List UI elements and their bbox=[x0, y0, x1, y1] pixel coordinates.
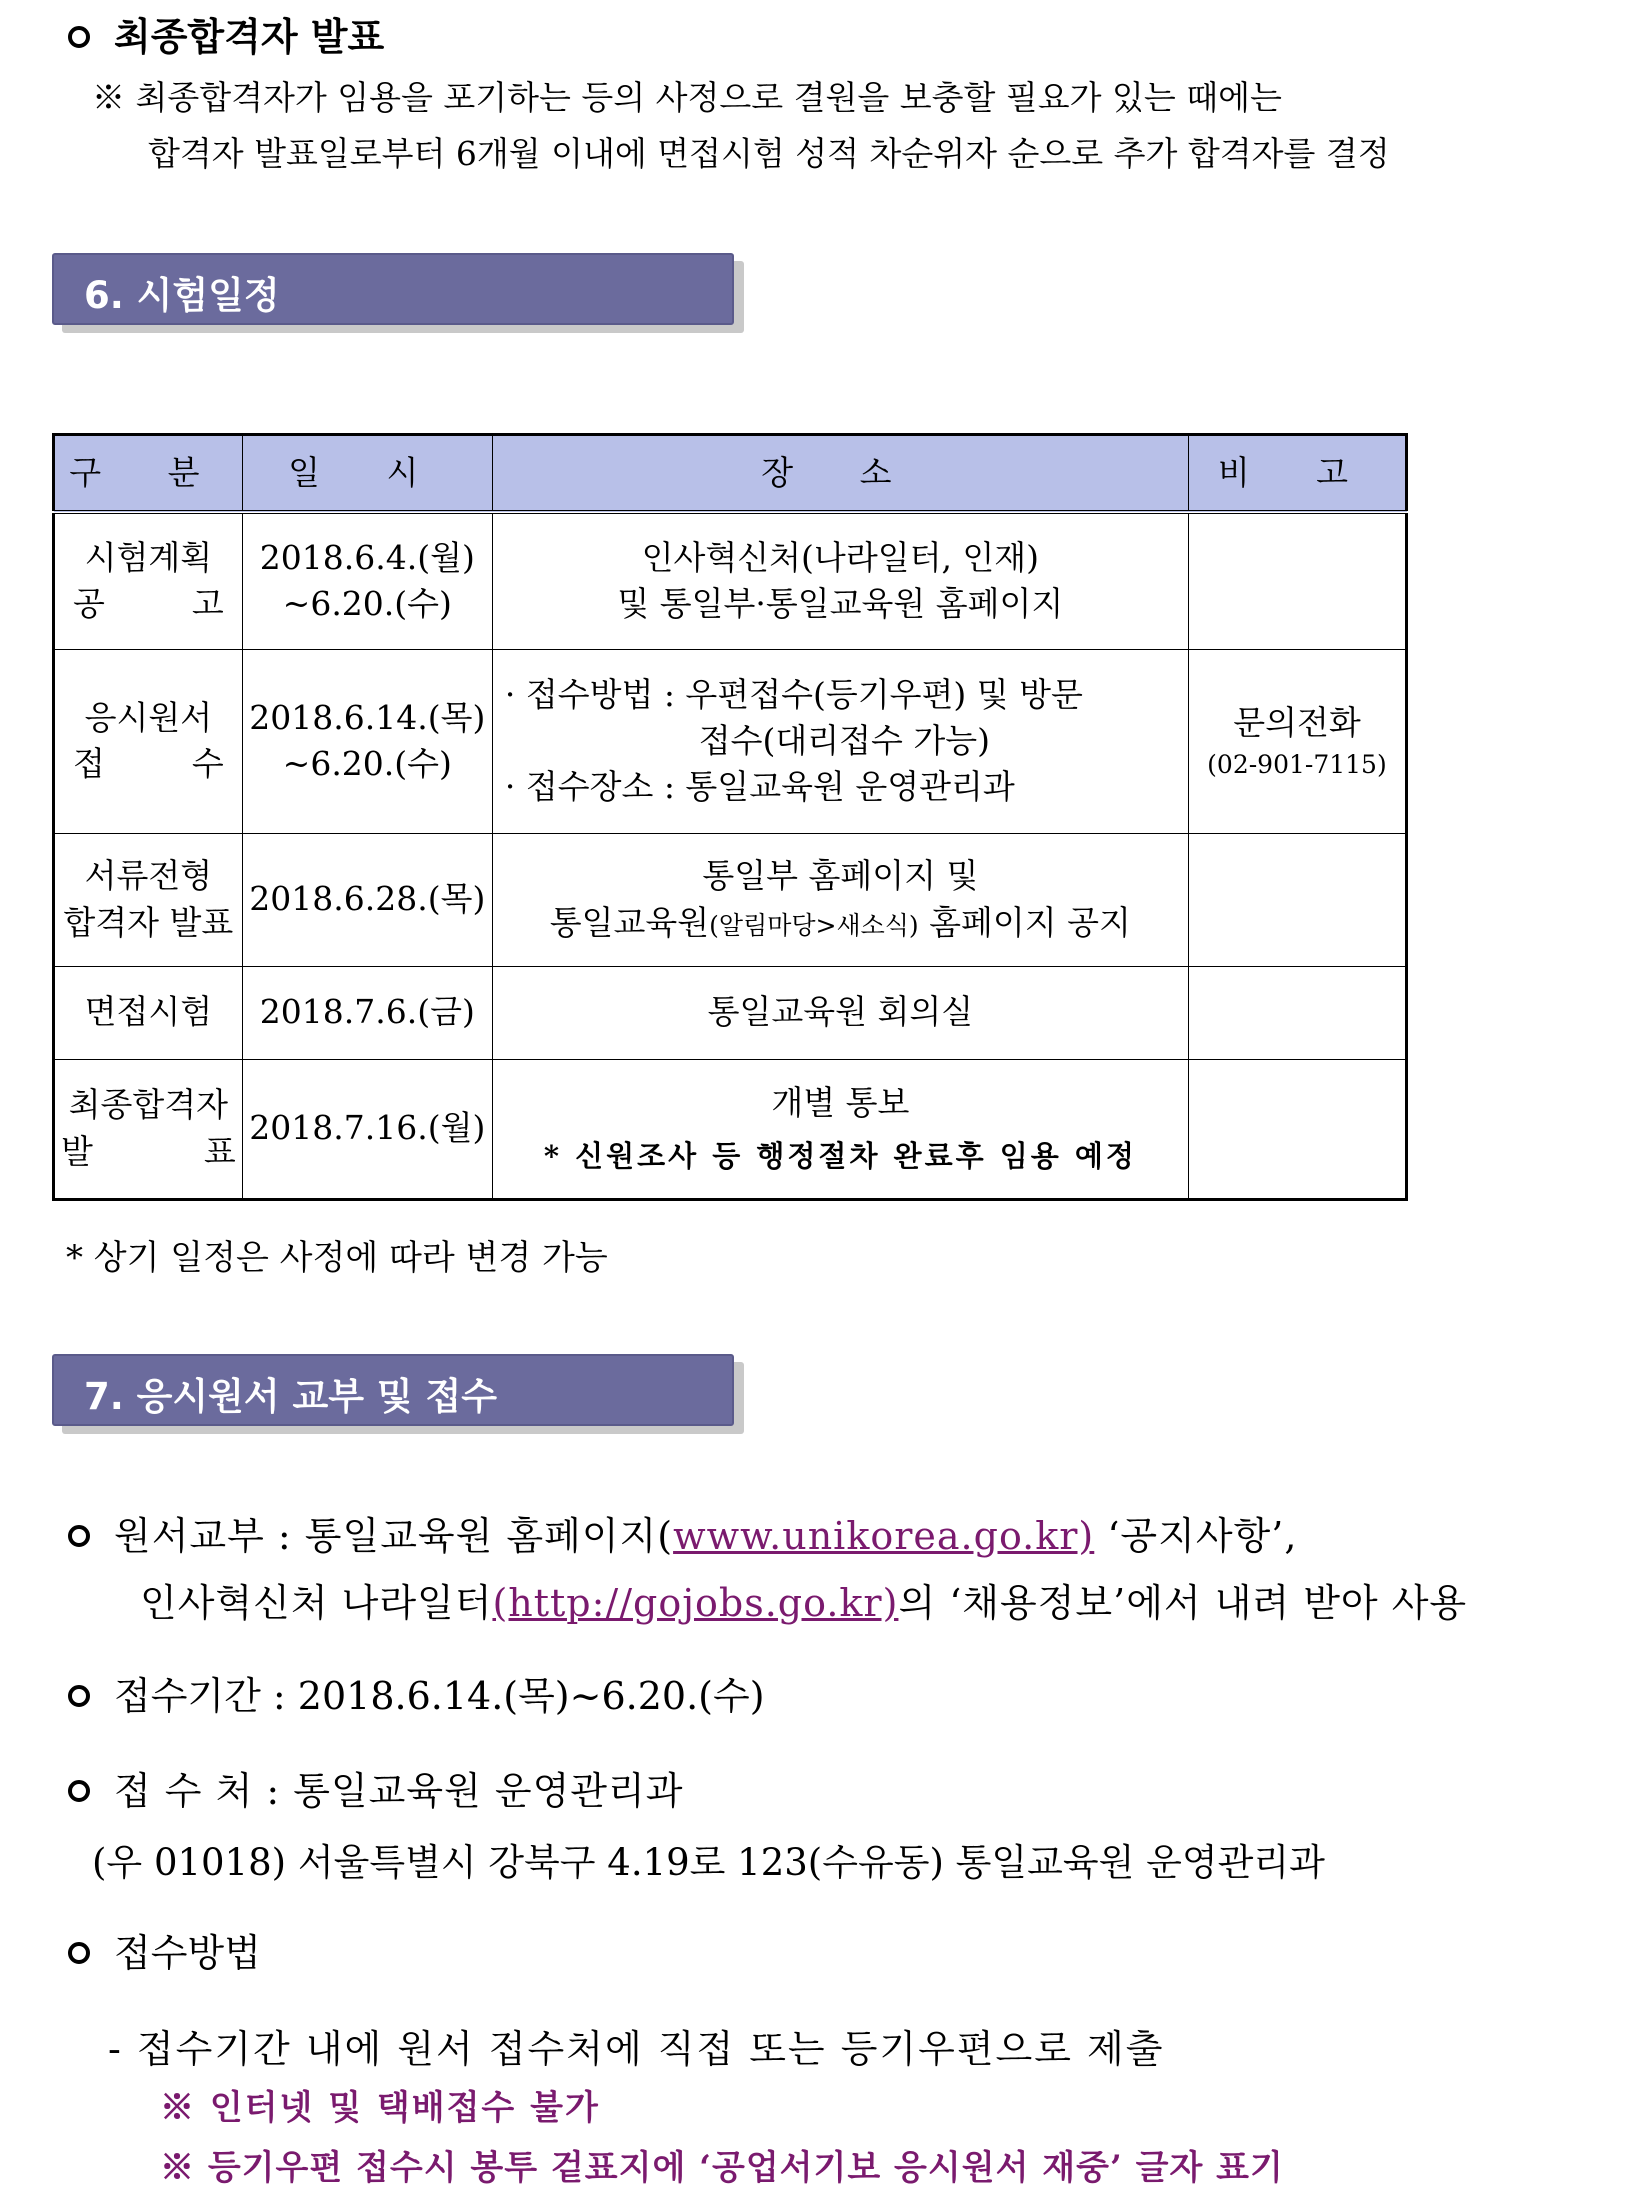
row5-place bbox=[492, 1059, 1188, 1199]
row3-date: 2018.6.28.(목) bbox=[242, 833, 492, 966]
row1-place bbox=[492, 512, 1188, 649]
apply-item-4-text: 접수방법 bbox=[114, 1931, 261, 1975]
row5-category-line2 bbox=[59, 1129, 238, 1175]
row2-note-2: (02-901-7115) bbox=[1207, 749, 1387, 779]
row5-category bbox=[54, 1059, 243, 1199]
row5-note bbox=[1188, 1059, 1406, 1199]
circle-bullet-icon bbox=[68, 1942, 90, 1964]
row4-date: 2018.7.6.(금) bbox=[242, 966, 492, 1059]
row2-date-2: ~6.20.(수) bbox=[282, 744, 452, 783]
circle-bullet-icon bbox=[68, 1685, 90, 1707]
row3-place bbox=[492, 833, 1188, 966]
circle-bullet-icon bbox=[68, 1525, 90, 1547]
table-row bbox=[54, 966, 1407, 1059]
row3-category-line2: 합격자 발표 bbox=[63, 902, 234, 942]
row2-note bbox=[1188, 649, 1406, 833]
apply-item-2 bbox=[68, 1665, 765, 1720]
unikorea-link[interactable]: www.unikorea.go.kr) bbox=[673, 1514, 1095, 1558]
apply-item-1-line2-suffix: 의 ‘채용정보’에서 내려 받아 사용 bbox=[898, 1581, 1468, 1625]
apply-item-4-note-2: ※ 등기우편 접수시 봉투 겉표지에 ‘공업서기보 응시원서 재중’ 글자 표기 bbox=[160, 2148, 1284, 2188]
row3-place-2c: 홈페이지 공지 bbox=[918, 902, 1131, 942]
row5-place-2: * 신원조사 등 행정절차 완료후 임용 예정 bbox=[543, 1139, 1137, 1174]
header-place: 장 소 bbox=[492, 435, 1188, 513]
row3-category-line1: 서류전형 bbox=[84, 856, 213, 896]
row3-category bbox=[54, 833, 243, 966]
row1-date-1: 2018.6.4.(월) bbox=[259, 538, 475, 578]
section-7-title: 7. 응시원서 교부 및 접수 bbox=[84, 1375, 498, 1418]
apply-item-1-line2 bbox=[140, 1572, 1467, 1627]
section-7-header bbox=[52, 1354, 734, 1426]
row2-place-3: · 접수장소 : 통일교육원 운영관리과 bbox=[504, 767, 1015, 807]
row5-place-1: 개별 통보 bbox=[771, 1083, 910, 1123]
row5-date: 2018.7.16.(월) bbox=[242, 1059, 492, 1199]
apply-item-1-text: 원서교부 : 통일교육원 홈페이지( bbox=[114, 1514, 674, 1558]
header-note: 비 고 bbox=[1188, 435, 1406, 513]
row2-place-2: 접수(대리접수 가능) bbox=[698, 720, 990, 760]
section-6-header bbox=[52, 253, 734, 325]
section-6-title: 6. 시험일정 bbox=[84, 274, 280, 317]
table-footnote: * 상기 일정은 사정에 따라 변경 가능 bbox=[66, 1238, 608, 1278]
row4-note bbox=[1188, 966, 1406, 1059]
row2-date-1: 2018.6.14.(목) bbox=[249, 697, 486, 737]
table-row bbox=[54, 649, 1407, 833]
final-announce-title: 최종합격자 발표 bbox=[114, 14, 385, 59]
row5-category-2b: 표 bbox=[203, 1131, 236, 1171]
row2-note-1: 문의전화 bbox=[1233, 703, 1361, 743]
apply-item-1 bbox=[68, 1505, 1297, 1560]
row1-category-line1: 시험계획 bbox=[84, 538, 213, 578]
apply-item-2-text: 접수기간 : 2018.6.14.(목)~6.20.(수) bbox=[114, 1674, 765, 1718]
row2-category-2a: 접 bbox=[73, 744, 105, 783]
row2-place-1: · 접수방법 : 우편접수(등기우편) 및 방문 bbox=[504, 674, 1083, 714]
row1-place-1: 인사혁신처(나라일터, 인재) bbox=[641, 538, 1040, 578]
row2-place bbox=[492, 649, 1188, 833]
final-announce-note-1: ※ 최종합격자가 임용을 포기하는 등의 사정으로 결원을 보충할 필요가 있는 때에는 bbox=[92, 78, 1282, 117]
table-row bbox=[54, 833, 1407, 966]
row5-category-2a: 발 bbox=[61, 1131, 93, 1171]
row2-category-line2 bbox=[59, 741, 238, 787]
final-announce-heading bbox=[68, 6, 384, 61]
row1-place-2: 및 통일부·통일교육원 홈페이지 bbox=[617, 584, 1064, 624]
header-date: 일 시 bbox=[242, 435, 492, 513]
table-header-row bbox=[54, 435, 1407, 513]
row3-note bbox=[1188, 833, 1406, 966]
row3-place-2b: (알림마당>새소식) bbox=[709, 910, 919, 940]
table-row bbox=[54, 512, 1407, 649]
gojobs-link[interactable]: (http://gojobs.go.kr) bbox=[492, 1581, 899, 1625]
row1-date-2: ~6.20.(수) bbox=[282, 584, 452, 624]
schedule-table bbox=[52, 433, 1408, 1201]
row1-category-2a: 공 bbox=[73, 584, 105, 624]
row1-date bbox=[242, 512, 492, 649]
row3-place-2a: 통일교육원 bbox=[549, 902, 710, 942]
row1-category-line2 bbox=[59, 581, 238, 627]
row1-category-2b: 고 bbox=[191, 584, 224, 624]
row5-category-line1: 최종합격자 bbox=[68, 1085, 229, 1125]
row1-category bbox=[54, 512, 243, 649]
row2-date bbox=[242, 649, 492, 833]
apply-item-3-address: (우 01018) 서울특별시 강북구 4.19로 123(수유동) 통일교육원 운영관리과 bbox=[92, 1841, 1325, 1884]
apply-item-3-text: 접 수 처 : 통일교육원 운영관리과 bbox=[114, 1769, 684, 1813]
apply-item-4-sub: - 접수기간 내에 원서 접수처에 직접 또는 등기우편으로 제출 bbox=[108, 2027, 1165, 2071]
row4-category: 면접시험 bbox=[54, 966, 243, 1059]
circle-bullet-icon bbox=[68, 26, 90, 48]
apply-item-3 bbox=[68, 1760, 683, 1815]
apply-item-1-line2-text: 인사혁신처 나라일터 bbox=[140, 1581, 493, 1625]
apply-item-1-suffix: ‘공지사항’, bbox=[1094, 1514, 1298, 1558]
row2-category-2b: 수 bbox=[191, 744, 224, 783]
apply-item-4 bbox=[68, 1922, 261, 1977]
circle-bullet-icon bbox=[68, 1780, 90, 1802]
header-category: 구 분 bbox=[54, 435, 243, 513]
final-announce-note-2: 합격자 발표일로부터 6개월 이내에 면접시험 성적 차순위자 순으로 추가 합격자를 결정 bbox=[148, 134, 1390, 173]
row3-place-2 bbox=[497, 900, 1184, 946]
row1-note bbox=[1188, 512, 1406, 649]
row2-category bbox=[54, 649, 243, 833]
table-row bbox=[54, 1059, 1407, 1199]
row4-place: 통일교육원 회의실 bbox=[492, 966, 1188, 1059]
row2-category-line1: 응시원서 bbox=[84, 697, 213, 737]
row3-place-1: 통일부 홈페이지 및 bbox=[702, 856, 979, 896]
apply-item-4-note-1: ※ 인터넷 및 택배접수 불가 bbox=[160, 2088, 600, 2128]
